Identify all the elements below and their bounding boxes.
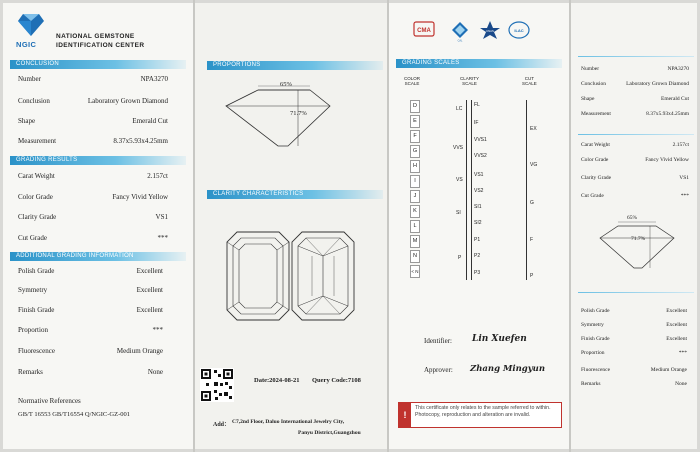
row-label: Measurement (18, 137, 57, 145)
color-grade-box: E (410, 115, 420, 128)
color-grade-box: K (410, 205, 420, 218)
row-label: Shape (18, 117, 36, 125)
row-label: Finish Grade (18, 306, 55, 314)
row-label: Measurement (581, 111, 611, 117)
report-panel-main (3, 3, 193, 449)
clarity-grade: VVS2 (474, 153, 487, 159)
qr-code[interactable] (200, 368, 234, 402)
row-label: Cut Grade (581, 193, 604, 199)
row-label: Carat Weight (18, 172, 55, 180)
row-value: Emerald Cut (661, 96, 689, 102)
address-line2: Panyu District,Guangzhou (298, 430, 361, 436)
row-label: Clarity Grade (581, 175, 612, 181)
row-label: Shape (581, 96, 595, 102)
clarity-grade: P3 (474, 270, 481, 276)
ngic-diamond-icon (14, 10, 48, 44)
summary-depth-percent: 71.7% (631, 236, 646, 242)
clarity-grade: VVS1 (474, 137, 487, 143)
color-grade-box: F (410, 130, 420, 143)
proportions-diagram (218, 76, 348, 156)
clarity-characteristics-header: CLARITY CHARACTERISTICS (207, 190, 383, 199)
row-value: None (675, 381, 687, 387)
row-value: NPA3270 (140, 75, 168, 83)
summary-table-percent: 65% (627, 215, 638, 221)
clarity-group: VS (456, 177, 463, 183)
color-grade-box: G (410, 145, 420, 158)
row-value: NPA3270 (667, 66, 689, 72)
cut-scale (520, 100, 550, 280)
references-title: Normative References (18, 397, 81, 405)
references-text: GB/T 16553 GB/T16554 Q/NGIC-GZ-001 (18, 411, 131, 418)
seal-ilac-icon (509, 22, 529, 38)
row-label: Symmetry (581, 322, 604, 328)
row-value: Excellent (666, 308, 687, 314)
row-value: Excellent (666, 322, 687, 328)
additional-header: ADDITIONAL GRADING INFORMATION (10, 252, 186, 261)
clarity-grade: P2 (474, 253, 481, 259)
proportions-header: PROPORTIONS (207, 61, 383, 70)
row-value: Medium Orange (650, 367, 687, 373)
summary-divider (578, 134, 694, 135)
clarity-group: P (458, 255, 462, 261)
row-label: Conclusion (581, 81, 607, 87)
clarity-grade: VS2 (474, 188, 484, 194)
row-label: Color Grade (581, 157, 609, 163)
approver-label: Approver: (424, 366, 453, 374)
address-line1: C7,2nd Floor, Daluo International Jewelry City, (232, 419, 345, 425)
seal-cma-label: CMA (417, 28, 431, 34)
row-label: Clarity Grade (18, 213, 57, 221)
color-scale-title: COLOR SCALE (404, 76, 421, 86)
seal-ilac-label: ILAC (514, 28, 524, 33)
clarity-group: LC (456, 106, 463, 112)
clarity-scale-title: CLARITY SCALE (460, 76, 480, 86)
address-label: Add： (213, 422, 231, 428)
fold-line (193, 0, 195, 452)
crown-outline (226, 90, 330, 146)
row-value: *** (157, 234, 168, 242)
row-label: Proportion (18, 326, 48, 334)
row-value: Excellent (136, 267, 163, 275)
conclusion-header: CONCLUSION (10, 60, 186, 69)
row-value: Excellent (136, 306, 163, 314)
fold-line (569, 0, 571, 452)
color-grade-box: J (410, 190, 420, 203)
cut-scale-title: CUT SCALE (522, 76, 537, 86)
clarity-grade: VS1 (474, 172, 484, 178)
row-label: Finish Grade (581, 336, 610, 342)
row-label: Remarks (581, 381, 601, 387)
query-code: Query Code:7108 (312, 377, 361, 384)
clarity-group: VVS (453, 145, 464, 151)
color-grade-box: < N (410, 265, 420, 278)
row-value: Excellent (666, 336, 687, 342)
row-label: Conclusion (18, 97, 50, 105)
cut-grade-label: EX (530, 126, 537, 132)
grading-results-header: GRADING RESULTS (10, 156, 186, 165)
row-label: Symmetry (18, 286, 48, 294)
grading-scales-header: GRADING SCALES (396, 59, 562, 68)
identifier-label: Identifier: (424, 337, 452, 345)
ngic-logo (14, 10, 48, 44)
clarity-group: SI (456, 210, 461, 216)
row-value: VS1 (155, 213, 168, 221)
clarity-grade: SI2 (474, 220, 482, 226)
report-date: Date:2024-08-21 (254, 377, 300, 384)
row-label: Number (18, 75, 41, 83)
row-value: None (147, 368, 163, 376)
summary-proportions-diagram (590, 212, 686, 272)
row-value: Fancy Vivid Yellow (645, 157, 689, 163)
clarity-plot-pavilion (290, 230, 356, 322)
cut-grade-label: VG (530, 162, 538, 168)
row-value: 2.157ct (672, 142, 689, 148)
clarity-grade: FL (474, 102, 480, 108)
summary-divider (578, 56, 694, 57)
row-value: Laboratory Grown Diamond (626, 81, 689, 87)
seal-cal-icon (452, 22, 468, 42)
row-value: Laboratory Grown Diamond (87, 97, 168, 105)
row-label: Remarks (18, 368, 43, 376)
row-label: Cut Grade (18, 234, 47, 242)
clarity-grade: SI1 (474, 204, 482, 210)
row-label: Number (581, 66, 600, 72)
row-label: Color Grade (18, 193, 53, 201)
accreditation-seals (412, 20, 532, 42)
row-value: *** (678, 350, 687, 356)
row-value: Excellent (136, 286, 163, 294)
row-value: 8.37x5.93x4.25mm (113, 137, 168, 145)
table-percent: 65% (280, 81, 292, 88)
warning-icon: ! (399, 403, 411, 427)
qr-icon (200, 368, 234, 402)
cut-grade-label: F (530, 237, 534, 243)
cut-grade-label: G (530, 200, 534, 206)
seal-cnas-icon (480, 21, 500, 39)
cut-grade-label: P (530, 273, 534, 279)
row-value: 2.157ct (147, 172, 168, 180)
notice-text: This certificate only relates to the sample referred to within. Photocopy, reproduction and alteration are invalid. (415, 405, 551, 418)
row-label: Fluorescence (18, 347, 55, 355)
row-label: Fluorescence (581, 367, 611, 373)
clarity-scale (453, 100, 496, 280)
brand-name-line2: IDENTIFICATION CENTER (56, 42, 145, 49)
brand-abbr: NGIC (16, 40, 37, 49)
fold-line (387, 0, 389, 452)
notice-box (398, 402, 562, 428)
summary-divider (578, 292, 694, 293)
color-grade-box: N (410, 250, 420, 263)
color-grade-box: I (410, 175, 420, 188)
row-value: *** (152, 326, 163, 334)
identifier-signature: Lin Xuefen (472, 334, 527, 344)
color-grade-box: D (410, 100, 420, 113)
row-label: Polish Grade (581, 308, 610, 314)
row-value: Emerald Cut (132, 117, 168, 125)
row-value: 8.37x5.93x4.25mm (646, 111, 689, 117)
clarity-plot-crown (225, 230, 291, 322)
row-value: Medium Orange (116, 347, 163, 355)
row-value: Fancy Vivid Yellow (112, 193, 168, 201)
color-grade-box: M (410, 235, 420, 248)
row-label: Proportion (581, 350, 605, 356)
clarity-grade: P1 (474, 237, 481, 243)
seal-cal-label: CAL (457, 39, 463, 42)
clarity-grade: IF (474, 120, 479, 126)
brand-name-line1: NATIONAL GEMSTONE (56, 33, 135, 40)
row-value: VS1 (679, 175, 689, 181)
color-grade-box: L (410, 220, 420, 233)
row-value: *** (680, 193, 689, 199)
depth-percent: 71.7% (290, 110, 307, 117)
seal-cma-icon (414, 22, 434, 36)
color-grade-box: H (410, 160, 420, 173)
approver-signature: Zhang Mingyun (470, 364, 546, 374)
row-label: Carat Weight (581, 142, 610, 148)
row-label: Polish Grade (18, 267, 55, 275)
seal-cnas-label: CNAS (486, 29, 494, 33)
